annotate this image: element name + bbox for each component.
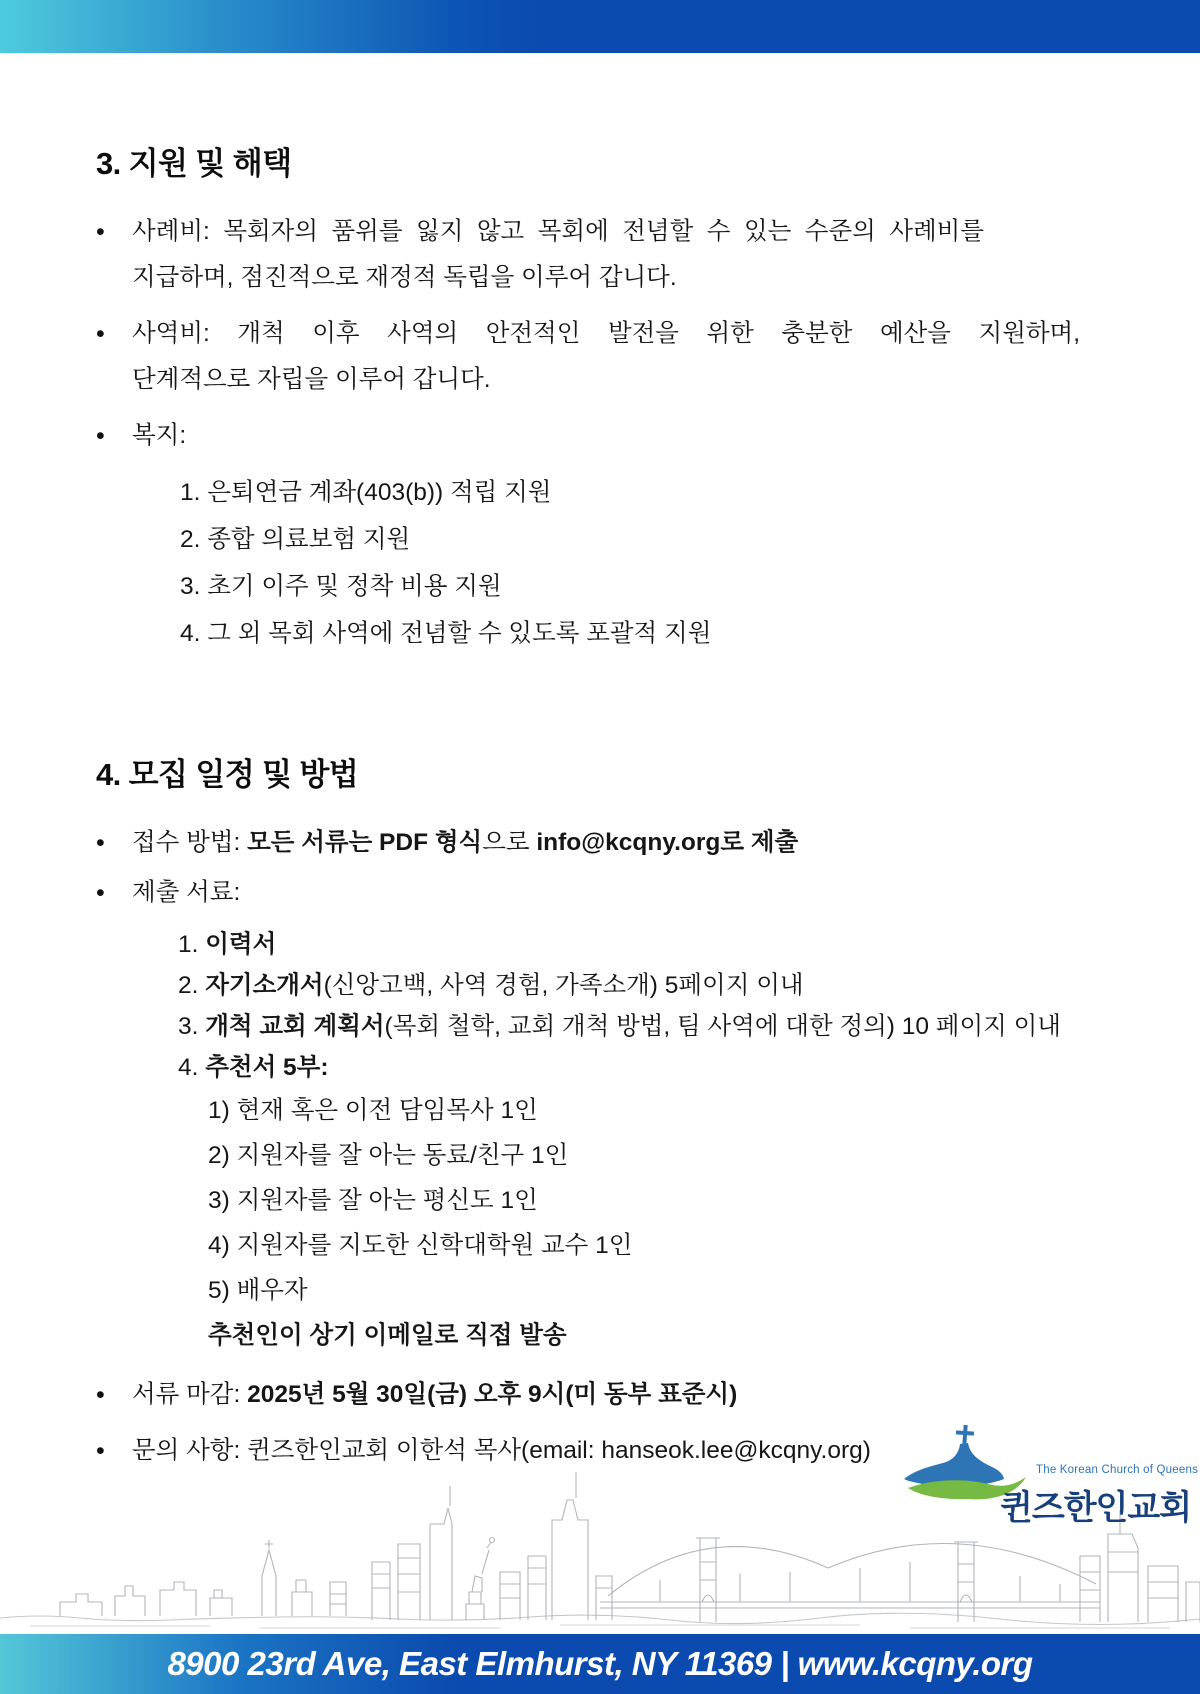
document-item-number: 2.	[178, 972, 206, 999]
ministry-budget-line1: 사역비: 개척 이후 사역의 안전적인 발전을 위한 충분한 예산을 지원하며,	[132, 320, 1080, 347]
document-item-detail: (신앙고백, 사역 경험, 가족소개) 5페이지 이내	[323, 972, 804, 999]
salary-line2: 지급하며, 점진적으로 재정적 독립을 이루어 갑니다.	[132, 264, 677, 291]
salary-text	[132, 209, 984, 301]
apply-method-mid: 으로	[482, 829, 537, 856]
referee-item: 4) 지원자를 지도한 신학대학원 교수 1인	[208, 1232, 633, 1259]
document-item-number: 1.	[178, 931, 206, 958]
document-item-title: 개척 교회 계획서	[205, 1013, 385, 1040]
apply-method-bold1: 모든 서류는 PDF 형식	[247, 829, 483, 856]
welfare-item: 4. 그 외 목회 사역에 전념할 수 있도록 포괄적 지원	[180, 620, 712, 647]
document-item-title: 이력서	[205, 931, 277, 958]
apply-method-email: info@kcqny.org로 제출	[536, 829, 799, 856]
section4-bullets	[96, 820, 1110, 1474]
bullet-dot	[96, 870, 132, 916]
deadline-value: 2025년 5월 30일(금) 오후 9시(미 동부 표준시)	[247, 1381, 738, 1408]
document-item-title: 자기소개서	[205, 972, 324, 999]
welfare-bullet	[96, 413, 1110, 459]
section3-title: 3. 지원 및 해택	[96, 146, 292, 181]
church-logo	[900, 1420, 1200, 1525]
ministry-budget-line2: 단계적으로 자립을 이루어 갑니다.	[132, 366, 491, 393]
referee-item: 3) 지원자를 잘 아는 평신도 1인	[208, 1187, 538, 1214]
contact-text: 문의 사항: 퀸즈한인교회 이한석 목사(email: hanseok.lee@kcqny.org)	[132, 1437, 871, 1464]
document-item-detail: (목회 철학, 교회 개척 방법, 팀 사역에 대한 정의) 10 페이지 이내	[384, 1013, 1061, 1040]
document-item-number: 3.	[178, 1013, 206, 1040]
church-logo-tagline: The Korean Church of Queens	[1036, 1464, 1199, 1476]
bullet-dot	[96, 820, 132, 866]
deadline-bullet	[96, 1372, 1110, 1418]
document-item	[178, 1006, 1110, 1047]
apply-method-prefix: 접수 방법:	[132, 829, 248, 856]
top-gradient-bar	[0, 0, 1200, 53]
bullet-dot	[96, 1372, 132, 1418]
section3-bullets	[96, 209, 1110, 657]
document-item	[178, 924, 1110, 965]
referee-item: 2) 지원자를 잘 아는 동료/친구 1인	[208, 1142, 569, 1169]
welfare-list	[180, 469, 1110, 657]
document-item	[178, 965, 1110, 1006]
referee-item: 1) 현재 혹은 이전 담임목사 1인	[208, 1097, 538, 1124]
document-item-number: 4.	[178, 1054, 206, 1081]
document-item	[178, 1047, 1110, 1088]
referee-list	[208, 1088, 1110, 1313]
welfare-item: 1. 은퇴연금 계좌(403(b)) 적립 지원	[180, 479, 552, 506]
apply-method-text	[132, 820, 798, 866]
church-logo-name: 퀸즈한인교회	[1000, 1489, 1192, 1527]
main-content	[96, 138, 1110, 1484]
deadline-text	[132, 1372, 737, 1418]
ministry-budget-text	[132, 311, 1080, 403]
footer-bar	[0, 1634, 1200, 1694]
salary-line1: 사례비: 목회자의 품위를 잃지 않고 목회에 전념할 수 있는 수준의 사례비를	[132, 218, 984, 245]
welfare-item: 3. 초기 이주 및 정착 비용 지원	[180, 573, 502, 600]
ministry-budget-bullet	[96, 311, 1110, 403]
welfare-label: 복지:	[132, 422, 187, 449]
bullet-dot	[96, 413, 132, 459]
direct-send-note: 추천인이 상기 이메일로 직접 발송	[208, 1322, 567, 1349]
apply-method-bullet	[96, 820, 1110, 866]
bullet-dot	[96, 311, 132, 357]
referee-item: 5) 배우자	[208, 1277, 308, 1304]
document-item-title: 추천서 5부:	[205, 1054, 329, 1081]
salary-bullet	[96, 209, 1110, 301]
footer-address: 8900 23rd Ave, East Elmhurst, NY 11369 | www.kcqny.org	[167, 1645, 1033, 1682]
section4-title: 4. 모집 일정 및 방법	[96, 757, 359, 792]
deadline-prefix: 서류 마감:	[132, 1381, 248, 1408]
documents-bullet	[96, 870, 1110, 916]
bullet-dot	[96, 209, 132, 255]
documents-list	[178, 924, 1110, 1358]
welfare-item: 2. 종합 의료보험 지원	[180, 526, 411, 553]
documents-label: 제출 서료:	[132, 879, 241, 906]
